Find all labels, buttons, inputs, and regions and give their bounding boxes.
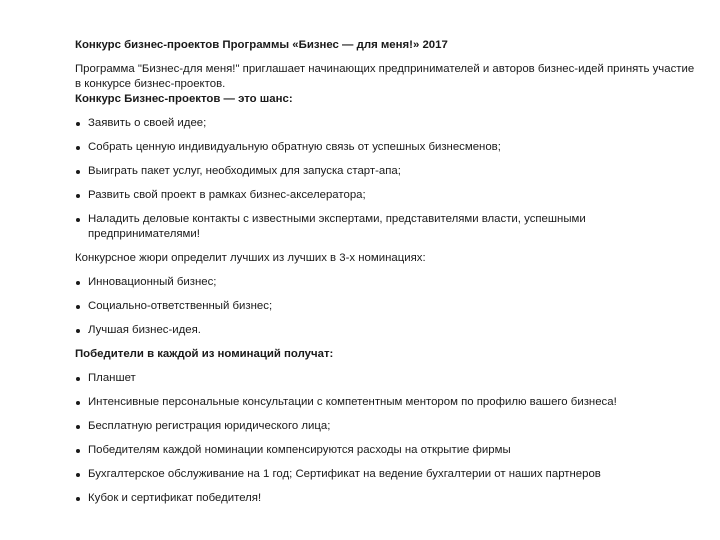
list-item — [75, 467, 695, 482]
chance-heading: Конкурс Бизнес-проектов — это шанс: — [75, 93, 293, 105]
list-item-text: Интенсивные персональные консультации с компетентным ментором по профилю вашего бизнеса! — [88, 396, 617, 408]
list-item-text: Выиграть пакет услуг, необходимых для запуска старт-апа; — [88, 165, 401, 177]
bullet-icon — [76, 425, 80, 429]
bullet-icon — [76, 146, 80, 150]
intro-paragraph: Программа "Бизнес-для меня!" приглашает начинающих предпринимателей и авторов бизнес-идей принять участие в конкурсе бизнес-проектов. — [75, 63, 695, 90]
bullet-icon — [76, 329, 80, 333]
bullet-icon — [76, 473, 80, 477]
list-item — [75, 188, 695, 203]
list-item — [75, 419, 695, 434]
list-item — [75, 371, 695, 386]
bullet-icon — [76, 170, 80, 174]
winners-heading: Победители в каждой из номинаций получат: — [75, 348, 334, 360]
list-item-text: Развить свой проект в рамках бизнес-акселератора; — [88, 189, 366, 201]
list-item-text: Заявить о своей идее; — [88, 117, 207, 129]
list-item — [75, 443, 695, 458]
bullet-icon — [76, 305, 80, 309]
document-title: Конкурс бизнес-проектов Программы «Бизнес — для меня!» 2017 — [75, 39, 448, 51]
list-item-text: Инновационный бизнес; — [88, 276, 217, 288]
bullet-icon — [76, 497, 80, 501]
list-item-text: Победителям каждой номинации компенсируются расходы на открытие фирмы — [88, 444, 511, 456]
list-item — [75, 116, 695, 131]
list-item — [75, 323, 695, 338]
list-item — [75, 395, 695, 410]
bullet-icon — [76, 122, 80, 126]
chance-list — [75, 116, 695, 242]
bullet-icon — [76, 401, 80, 405]
nomination-list — [75, 275, 695, 338]
list-item — [75, 164, 695, 179]
document-page — [75, 38, 695, 515]
list-item-text: Планшет — [88, 372, 136, 384]
list-item — [75, 299, 695, 314]
list-item — [75, 212, 695, 242]
list-item-text: Кубок и сертификат победителя! — [88, 492, 262, 504]
list-item-text: Бухгалтерское обслуживание на 1 год; Сертификат на ведение бухгалтерии от наших партнеров — [88, 468, 601, 480]
prize-list — [75, 371, 695, 506]
list-item — [75, 140, 695, 155]
list-item — [75, 491, 695, 506]
list-item-text: Лучшая бизнес-идея. — [88, 324, 201, 336]
bullet-icon — [76, 194, 80, 198]
jury-paragraph: Конкурсное жюри определит лучших из лучших в 3-х номинациях: — [75, 252, 426, 264]
list-item-text: Бесплатную регистрация юридического лица; — [88, 420, 331, 432]
list-item-text: Собрать ценную индивидуальную обратную связь от успешных бизнесменов; — [88, 141, 501, 153]
list-item-text: Наладить деловые контакты с известными экспертами, представителями власти, успешными предпринимателями! — [88, 213, 586, 240]
list-item-text: Социально-ответственный бизнес; — [88, 300, 273, 312]
bullet-icon — [76, 449, 80, 453]
bullet-icon — [76, 281, 80, 285]
list-item — [75, 275, 695, 290]
bullet-icon — [76, 377, 80, 381]
bullet-icon — [76, 218, 80, 222]
